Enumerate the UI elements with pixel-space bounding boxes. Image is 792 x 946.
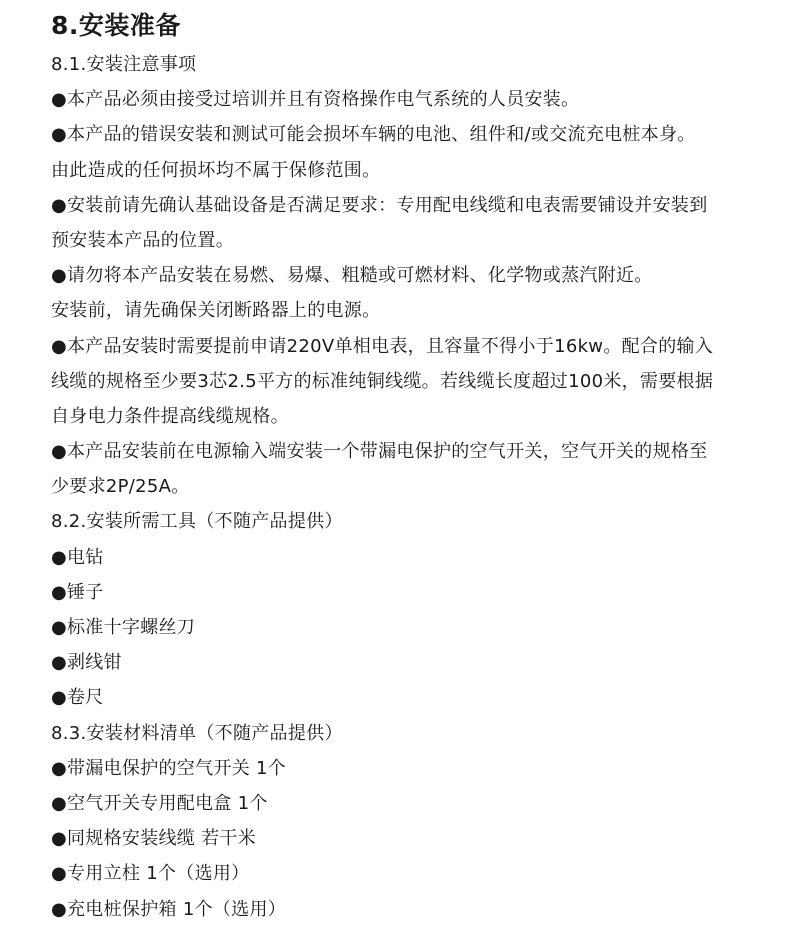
section-body bbox=[51, 47, 792, 927]
tool-item: ●卷尺 bbox=[51, 687, 104, 709]
material-item: ●带漏电保护的空气开关 1个 bbox=[51, 757, 287, 779]
precaution-item: ●本产品的错误安装和测试可能会损坏车辆的电池、组件和/或交流充电桩本身。 bbox=[51, 124, 696, 146]
tool-item: ●标准十字螺丝刀 bbox=[51, 617, 196, 638]
subsection-title-precautions: 8.1.安装注意事项 bbox=[51, 54, 197, 75]
precaution-item: ●本产品安装时需要提前申请220V单相电表，且容量不得小于16kw。配合的输入 bbox=[51, 335, 714, 357]
precaution-item-continued: 由此造成的任何损坏均不属于保修范围。 bbox=[51, 159, 381, 181]
precaution-item: ●本产品安装前在电源输入端安装一个带漏电保护的空气开关，空气开关的规格至 bbox=[51, 441, 708, 463]
precaution-item-continued: 预安装本产品的位置。 bbox=[51, 229, 234, 251]
material-item: ●同规格安装线缆 若干米 bbox=[51, 828, 257, 850]
section-title: 8.安装准备 bbox=[51, 11, 181, 40]
tool-item: ●剥线钳 bbox=[51, 652, 122, 674]
material-item: ●充电桩保护箱 1个（选用） bbox=[51, 898, 287, 920]
tool-item: ●锤子 bbox=[51, 581, 104, 603]
precaution-item-continued: 线缆的规格至少要3芯2.5平方的标准纯铜线缆。若线缆长度超过100米，需要根据 bbox=[51, 370, 714, 392]
precaution-item: ●请勿将本产品安装在易燃、易爆、粗糙或可燃材料、化学物或蒸汽附近。 bbox=[51, 265, 653, 287]
tool-item: ●电钻 bbox=[51, 546, 104, 568]
precaution-item-continued: 少要求2P/25A。 bbox=[51, 476, 190, 498]
material-item: ●空气开关专用配电盒 1个 bbox=[51, 792, 268, 814]
material-item: ●专用立柱 1个（选用） bbox=[51, 863, 250, 885]
subsection-title-tools: 8.2.安装所需工具（不随产品提供） bbox=[51, 511, 343, 533]
precaution-item: ●安装前请先确认基础设备是否满足要求：专用配电线缆和电表需要铺设并安装到 bbox=[51, 194, 708, 216]
precaution-note: 安装前，请先确保关闭断路器上的电源。 bbox=[51, 300, 381, 322]
subsection-title-materials: 8.3.安装材料清单（不随产品提供） bbox=[51, 722, 343, 744]
precaution-item-continued: 自身电力条件提高线缆规格。 bbox=[51, 405, 289, 427]
precaution-item: ●本产品必须由接受过培训并且有资格操作电气系统的人员安装。 bbox=[51, 89, 580, 111]
